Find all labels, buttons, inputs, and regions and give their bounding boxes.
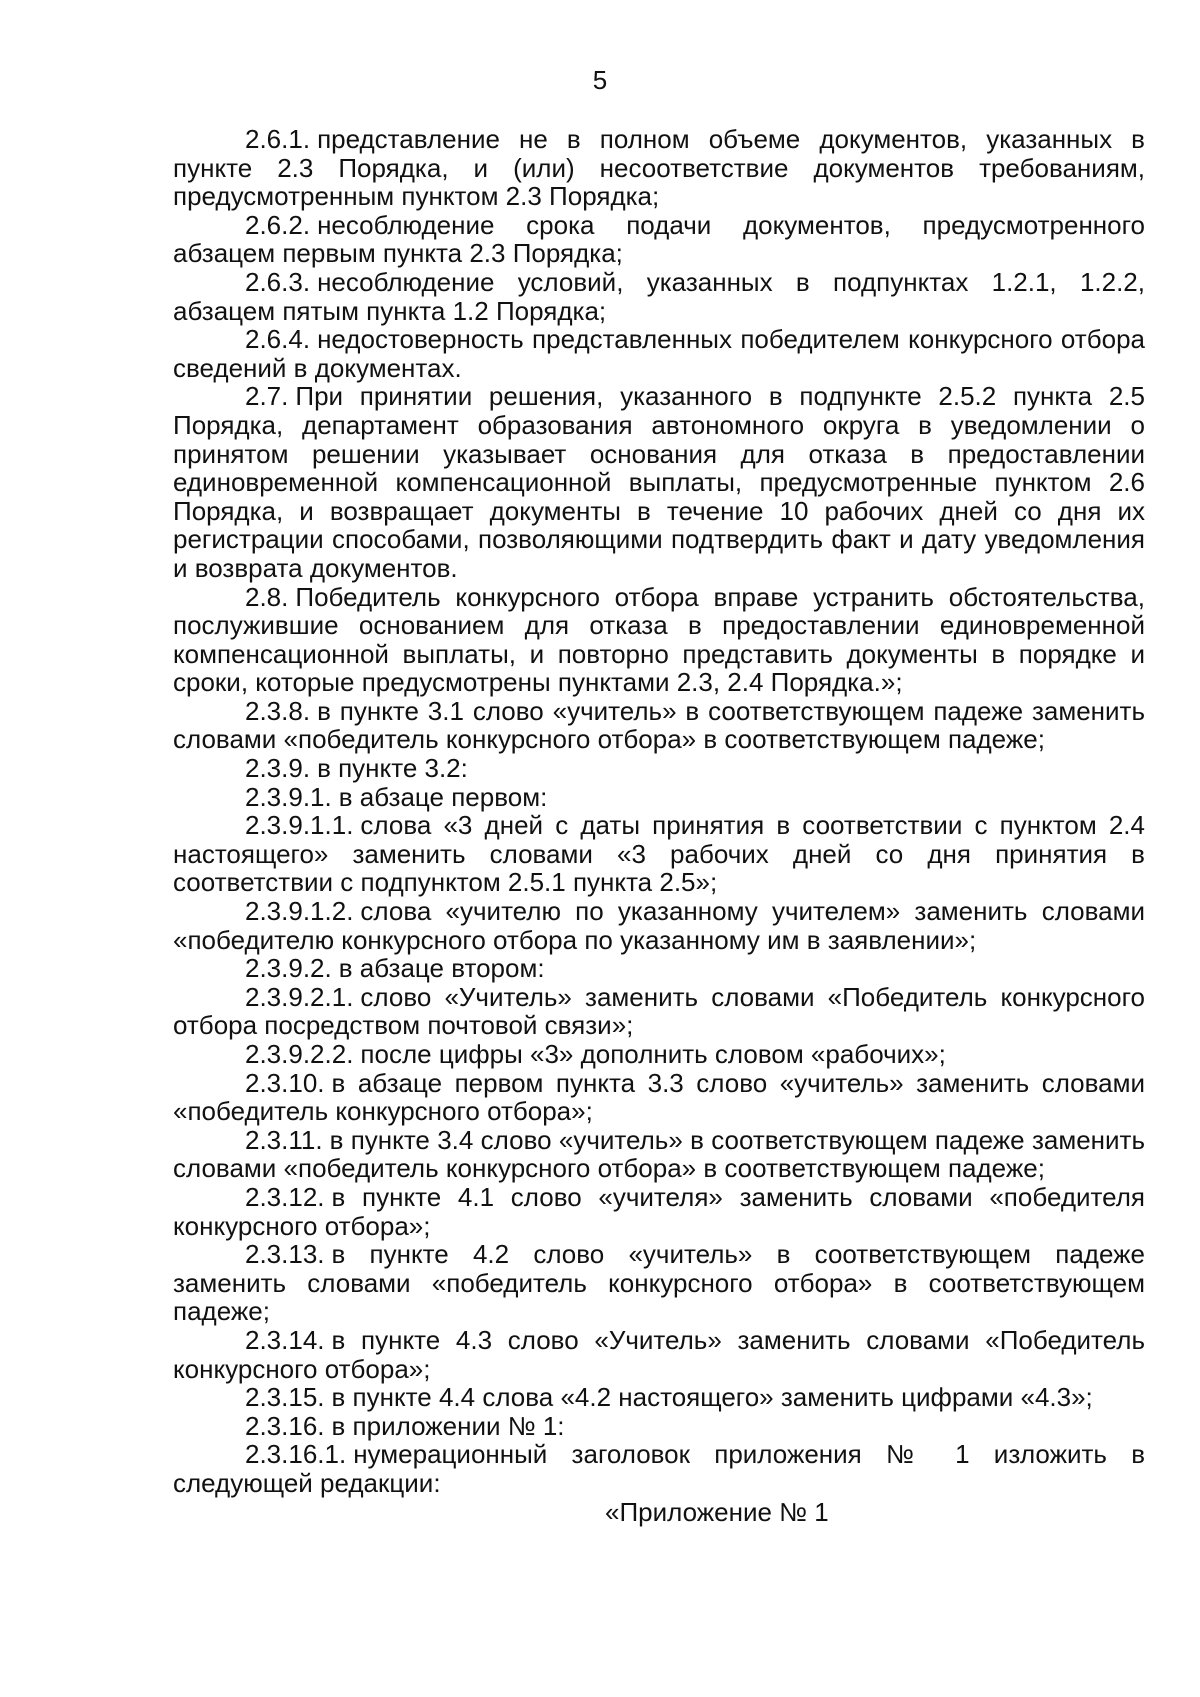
paragraph-number: 2.3.14. <box>245 1324 325 1355</box>
paragraph-2-3-12 <box>173 1183 1145 1240</box>
paragraph-text: слова «3 дней с даты принятия в соответствии с пунктом 2.4 настоящего» заменить словами «3 рабочих дней со дня принятия в соответствии с подпунктом 2.5.1 пункта 2.5»; <box>173 810 1145 898</box>
paragraph-text: При принятии решения, указанного в подпункте 2.5.2 пункта 2.5 Порядка, департамент образования автономного округа в уведомлении о принятом решении указывает основания для отказа в предоставлении единовременной компенсационной выплаты, предусмотренные пунктом 2.6 Порядка, и возвращает документы в течение 10 рабочих дней со дня их регистрации способами, позволяющими подтвердить факт и дату уведомления и возврата документов. <box>173 381 1145 583</box>
paragraph-text: в пункте 3.4 слово «учитель» в соответствующем падеже заменить словами «победитель конкурсного отбора» в соответствующем падеже; <box>173 1124 1145 1184</box>
paragraph-number: 2.3.10. <box>245 1067 325 1098</box>
paragraph-number: 2.6.2. <box>245 209 311 240</box>
paragraph-number: 2.3.13. <box>245 1239 325 1270</box>
paragraph-text: в абзаце втором: <box>338 953 545 984</box>
paragraph-2-3-11 <box>173 1126 1145 1183</box>
paragraph-2-3-9-2-1 <box>173 983 1145 1040</box>
paragraph-2-8 <box>173 583 1145 697</box>
paragraph-number: 2.3.11. <box>245 1124 323 1155</box>
paragraph-text: недостоверность представленных победителем конкурсного отбора сведений в документах. <box>173 324 1145 383</box>
paragraph-2-3-9-2-2 <box>173 1040 1145 1069</box>
paragraph-text: слова «учителю по указанному учителем» заменить словами «победителю конкурсного отбора по указанному им в заявлении»; <box>173 896 1145 955</box>
paragraph-number: 2.6.3. <box>245 266 311 297</box>
paragraph-text: несоблюдение срока подачи документов, предусмотренного абзацем первым пункта 2.3 Порядка; <box>173 209 1145 269</box>
paragraph-2-3-9-2 <box>173 954 1145 983</box>
paragraph-number: 2.3.9.1. <box>245 781 332 812</box>
page-number: 5 <box>592 65 608 95</box>
paragraph-2-3-9-1-2 <box>173 897 1145 954</box>
paragraph-number: 2.3.16.1. <box>245 1439 347 1470</box>
paragraph-2-3-16 <box>173 1412 1145 1441</box>
paragraph-2-3-9-1 <box>173 783 1145 812</box>
paragraph-text: несоблюдение условий, указанных в подпунктах 1.2.1, 1.2.2, абзацем пятым пункта 1.2 Порядка; <box>173 266 1145 326</box>
paragraph-2-3-13 <box>173 1240 1145 1326</box>
appendix-heading: «Приложение № 1 <box>605 1496 829 1527</box>
paragraph-text: в абзаце первом: <box>338 781 548 812</box>
paragraph-number: 2.3.9.1.1. <box>245 810 354 841</box>
paragraph-2-3-9 <box>173 754 1145 783</box>
paragraph-2-6-4 <box>173 325 1145 382</box>
paragraph-2-3-14 <box>173 1326 1145 1383</box>
paragraph-2-6-3 <box>173 268 1145 325</box>
paragraph-text: в пункте 4.4 слова «4.2 настоящего» заменить цифрами «4.3»; <box>331 1382 1093 1413</box>
paragraph-text: в пункте 3.2: <box>317 753 468 784</box>
paragraph-number: 2.7. <box>245 381 289 412</box>
paragraph-2-3-16-1 <box>173 1440 1145 1497</box>
paragraph-number: 2.3.9.2.2. <box>245 1039 354 1069</box>
paragraph-2-3-8 <box>173 697 1145 754</box>
paragraph-text: представление не в полном объеме документов, указанных в пункте 2.3 Порядка, и (или) несоответствие документов требованиям, предусмотренным пунктом 2.3 Порядка; <box>173 124 1145 212</box>
paragraph-number: 2.3.9. <box>245 753 311 784</box>
paragraph-number: 2.6.1. <box>245 124 311 154</box>
paragraph-number: 2.3.12. <box>245 1181 325 1212</box>
paragraph-number: 2.3.9.1.2. <box>245 896 354 927</box>
paragraph-number: 2.8. <box>245 581 289 612</box>
paragraph-text: в пункте 3.1 слово «учитель» в соответствующем падеже заменить словами «победитель конкурсного отбора» в соответствующем падеже; <box>173 695 1145 755</box>
paragraph-text: слово «Учитель» заменить словами «Победитель конкурсного отбора посредством почтовой связи»; <box>173 981 1145 1041</box>
paragraph-2-6-1 <box>173 125 1145 211</box>
paragraph-number: 2.3.8. <box>245 695 311 726</box>
paragraph-2-3-9-1-1 <box>173 811 1145 897</box>
paragraph-number: 2.6.4. <box>245 324 311 355</box>
paragraph-text: Победитель конкурсного отбора вправе устранить обстоятельства, послужившие основанием для отказа в предоставлении единовременной компенсационной выплаты, и повторно представить документы в порядке и сроки, которые предусмотрены пунктами 2.3, 2.4 Порядка.»; <box>173 581 1145 698</box>
paragraph-2-3-10 <box>173 1069 1145 1126</box>
paragraph-text: в абзаце первом пункта 3.3 слово «учитель» заменить словами «победитель конкурсного отбора»; <box>173 1067 1145 1127</box>
paragraph-2-7 <box>173 382 1145 582</box>
paragraph-text: в пункте 4.2 слово «учитель» в соответствующем падеже заменить словами «победитель конкурсного отбора» в соответствующем падеже; <box>173 1239 1145 1327</box>
paragraph-text: в пункте 4.1 слово «учителя» заменить словами «победителя конкурсного отбора»; <box>173 1181 1145 1241</box>
paragraph-text: нумерационный заголовок приложения № 1 изложить в следующей редакции: <box>173 1439 1145 1498</box>
paragraph-number: 2.3.9.2.1. <box>245 981 354 1012</box>
paragraph-2-6-2 <box>173 211 1145 268</box>
paragraph-2-3-15 <box>173 1383 1145 1412</box>
paragraph-text: в пункте 4.3 слово «Учитель» заменить словами «Победитель конкурсного отбора»; <box>173 1324 1145 1384</box>
paragraph-text: после цифры «3» дополнить словом «рабочих»; <box>360 1039 946 1069</box>
paragraph-number: 2.3.15. <box>245 1382 325 1413</box>
document-body <box>173 125 1145 1526</box>
paragraph-number: 2.3.9.2. <box>245 953 332 984</box>
paragraph-number: 2.3.16. <box>245 1410 325 1441</box>
paragraph-text: в приложении № 1: <box>331 1410 565 1441</box>
